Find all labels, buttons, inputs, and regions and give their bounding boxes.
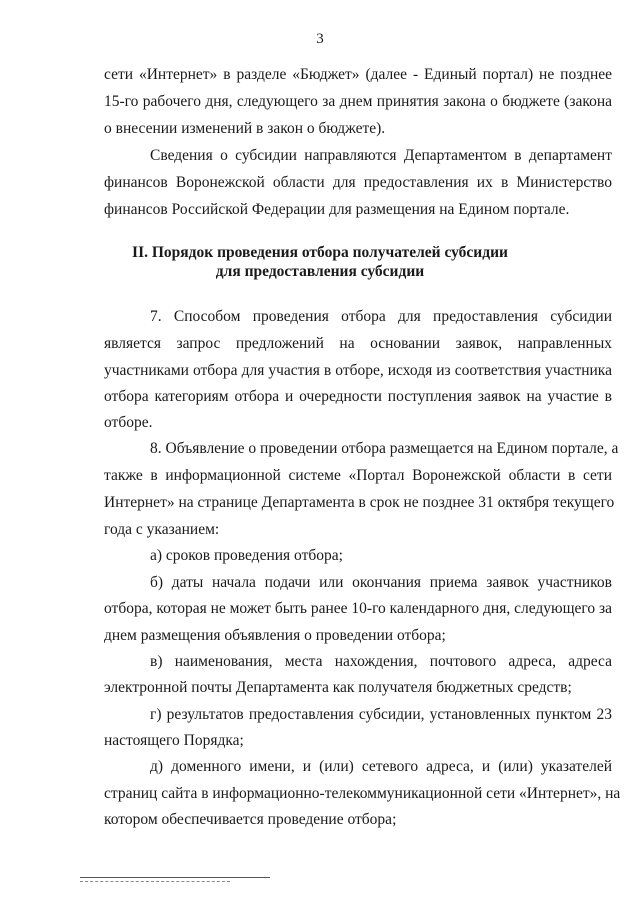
text-line: Сведения о субсидии направляются Департаментом в департамент: [150, 147, 612, 164]
text-line: является запрос предложений на основании заявок, направленных: [104, 335, 612, 352]
text-line: Интернет» на странице Департамента в срок не позднее 31 октября текущего: [104, 494, 615, 511]
list-item: г) результатов предоставления субсидии, установленных пунктом 23: [150, 706, 612, 723]
text-line: 15-го рабочего дня, следующего за днем принятия закона о бюджете (закона: [104, 93, 612, 110]
text-line: 8. Объявление о проведении отбора размещается на Едином портале, а: [150, 440, 619, 457]
page-number: 3: [316, 31, 324, 47]
text-line: отбора, которая не может быть ранее 10-го календарного дня, следующего за: [104, 600, 613, 617]
footer-rule-dashed: [80, 881, 230, 882]
text-line: страниц сайта в информационно-телекоммуникационной сети «Интернет», на: [104, 785, 621, 802]
footer-rule: [80, 877, 270, 878]
text-line: сети «Интернет» в разделе «Бюджет» (далее - Единый портал) не позднее: [104, 66, 612, 83]
text-line: о внесении изменений в закон о бюджете).: [104, 120, 386, 137]
text-line: также в информационной системе «Портал Воронежской области в сети: [104, 467, 612, 484]
text-line: электронной почты Департамента как получателя бюджетных средств;: [104, 679, 572, 696]
list-item: а) сроков проведения отбора;: [150, 547, 343, 564]
text-line: финансов Российской Федерации для размещения на Едином портале.: [104, 201, 570, 218]
text-line: отбора категориям отбора и очередности поступления заявок на участие в: [104, 388, 612, 405]
section-heading: для предоставления субсидии: [215, 263, 425, 280]
text-line: участниками отбора для участия в отборе, исходя из соответствия участника: [104, 362, 612, 379]
text-line: 7. Способом проведения отбора для предоставления субсидии: [150, 308, 612, 325]
list-item: в) наименования, места нахождения, почтового адреса, адреса: [150, 653, 612, 670]
text-line: финансов Воронежской области для предоставления их в Министерство: [104, 174, 612, 191]
text-line: настоящего Порядка;: [104, 732, 244, 749]
text-line: отборе.: [104, 414, 153, 431]
text-line: года с указанием:: [104, 521, 220, 538]
text-line: днем размещения объявления о проведении отбора;: [104, 627, 446, 644]
list-item: д) доменного имени, и (или) сетевого адреса, и (или) указателей: [150, 758, 612, 775]
text-line: котором обеспечивается проведение отбора;: [104, 811, 397, 828]
section-heading: II. Порядок проведения отбора получателей субсидии: [132, 244, 508, 261]
list-item: б) даты начала подачи или окончания приема заявок участников: [150, 574, 612, 591]
